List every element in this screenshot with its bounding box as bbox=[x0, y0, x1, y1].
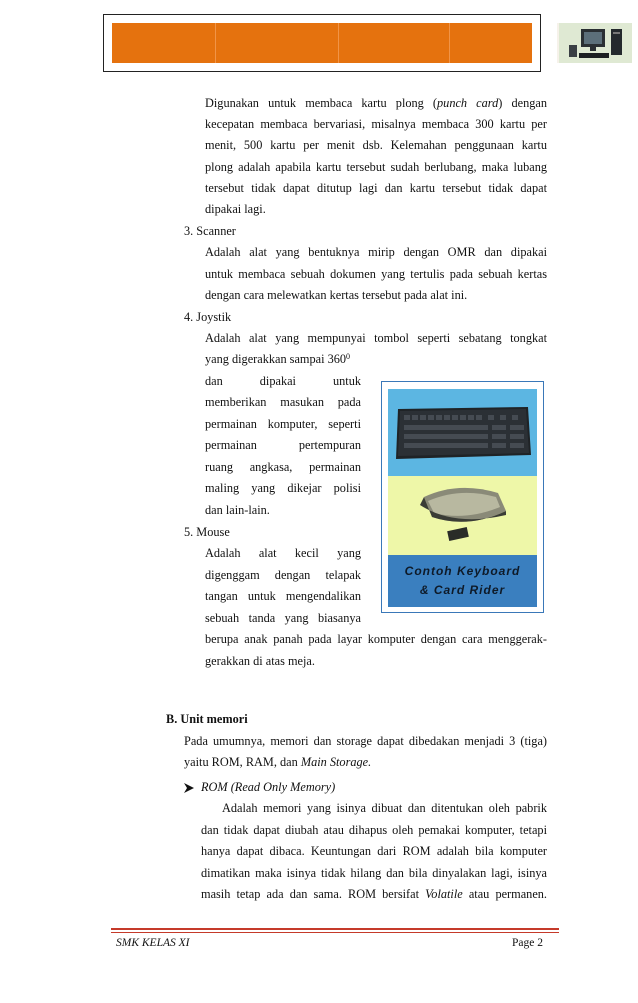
paragraph-line: permainan komputer, seperti bbox=[205, 417, 361, 431]
paragraph-line: yaitu ROM, RAM, dan Main Storage. bbox=[184, 755, 372, 769]
arrow-bullet-icon bbox=[183, 782, 195, 794]
list-item-joystik: 4. Joystik bbox=[184, 310, 232, 324]
paragraph-line: berupa anak panah pada layar komputer dengan cara menggerak- bbox=[205, 632, 547, 646]
paragraph-line: ruang angkasa, permainan bbox=[205, 460, 361, 474]
paragraph-line: Digunakan untuk membaca kartu plong (punch card) dengan bbox=[205, 96, 547, 110]
figure-box bbox=[381, 381, 544, 613]
footer-rule bbox=[111, 932, 559, 933]
paragraph-line: digenggam dengan telapak bbox=[205, 568, 361, 582]
paragraph-line: plong adalah apabila kartu tersebut sudah berlubang, maka lubang bbox=[205, 160, 547, 174]
paragraph-line: tangan untuk mengendalikan bbox=[205, 589, 361, 603]
paragraph-line: Adalah alat yang mempunyai tombol seperti sebatang tongkat bbox=[205, 331, 547, 345]
figure-photo bbox=[388, 389, 537, 555]
paragraph-line: kecepatan membaca bervariasi, misalnya membaca 300 kartu per bbox=[205, 117, 547, 131]
paragraph-line: dipakai lagi. bbox=[205, 202, 266, 216]
paragraph-line: memberikan masukan pada bbox=[205, 395, 361, 409]
paragraph-line: tersebut tidak dapat ditutup lagi dan kartu tersebut tidak dapat bbox=[205, 181, 547, 195]
paragraph-line: masih tetap ada dan sama. ROM bersifat Volatile atau permanen. bbox=[201, 887, 548, 901]
list-item-scanner: 3. Scanner bbox=[184, 224, 236, 238]
keyboard-icon bbox=[396, 407, 531, 459]
paragraph-line: yang digerakkan sampai $360^0$ bbox=[205, 352, 351, 366]
paragraph-line: dan tidak dapat diubah atau dihapus oleh pemakai komputer, tetapi bbox=[201, 823, 547, 837]
header-banner bbox=[103, 14, 541, 72]
list-item-mouse: 5. Mouse bbox=[184, 525, 230, 539]
paragraph-line: gerakkan di atas meja. bbox=[205, 654, 315, 668]
paragraph-line: dan lain-lain. bbox=[205, 503, 270, 517]
paragraph-line: permainan pertempuran bbox=[205, 438, 361, 452]
footer-class-label: SMK KELAS XI bbox=[116, 937, 190, 949]
paragraph-line: dan dipakai untuk bbox=[205, 374, 361, 388]
paragraph-line: menit, 500 kartu per menit dsb. Kelemahan penggunaan kartu bbox=[205, 138, 547, 152]
rom-heading: ROM (Read Only Memory) bbox=[201, 780, 336, 794]
footer-rule bbox=[111, 928, 559, 930]
paragraph-line: Adalah alat kecil yang bbox=[205, 546, 361, 560]
paragraph-line: dengan cara melewatkan kertas tersebut pada alat ini. bbox=[205, 288, 468, 302]
paragraph-line: untuk membaca sebuah dokumen yang tertulis pada sebuah kertas bbox=[205, 267, 547, 281]
header-orange-band bbox=[112, 23, 532, 63]
paragraph-line: dimatikan maka isinya tidak hilang dan bila dinyalakan lagi, isinya bbox=[201, 866, 547, 880]
paragraph-line: Adalah memori yang isinya dibuat dan ditentukan oleh pabrik bbox=[222, 801, 547, 815]
card-reader-icon bbox=[420, 488, 506, 541]
footer-page-number: Page 2 bbox=[512, 937, 543, 949]
paragraph-line: Adalah alat yang bentuknya mirip dengan OMR dan dipakai bbox=[205, 245, 547, 259]
section-heading: B. Unit memori bbox=[166, 712, 248, 726]
paragraph-line: sebuah tanda yang biasanya bbox=[205, 611, 361, 625]
computer-desktop-icon bbox=[557, 23, 632, 63]
paragraph-line: hanya dapat dibaca. Keuntungan dari ROM adalah bila komputer bbox=[201, 844, 547, 858]
paragraph-line: Pada umumnya, memori dan storage dapat dibedakan menjadi 3 (tiga) bbox=[184, 734, 547, 748]
paragraph-line: maling yang dikejar polisi bbox=[205, 481, 361, 495]
figure-caption: Contoh Keyboard & Card Rider bbox=[388, 555, 537, 607]
